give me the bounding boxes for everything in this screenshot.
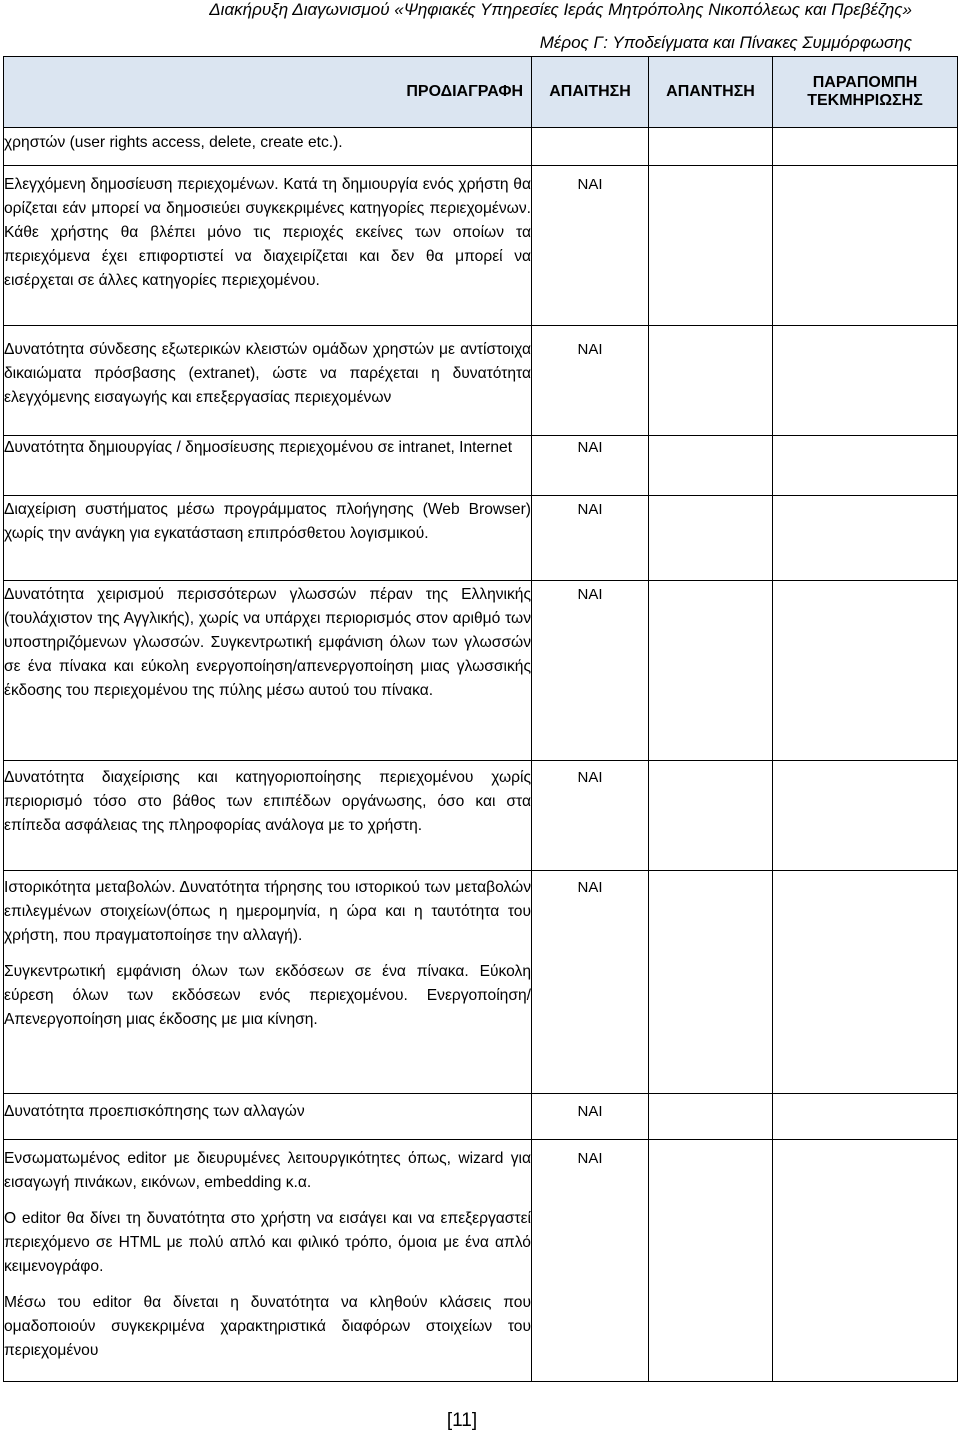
reference-cell [773,761,958,871]
page-number: [11] [446,1410,478,1431]
spec-text: Δυνατότητα σύνδεσης εξωτερικών κλειστών ομάδων χρηστών με αντίστοιχα δικαιώματα πρόσβασης (extranet), ώστε να παρέχεται η δυνατότητα ελεγχόμενης εισαγωγής και επεξεργασίας περιεχομένων [4,341,531,406]
table-row [4,871,958,1094]
spec-cell [4,166,532,326]
spec-text: Συγκεντρωτική εμφάνιση όλων των εκδόσεων σε ένα πίνακα. Εύκολη εύρεση όλων των εκδόσεων ενός περιεχομένου. Ενεργοποίηση/Απενεργοποίηση μιας έκδοσης με μια κίνηση. [4,963,531,1028]
table-row [4,581,958,761]
column-header-answer: ΑΠΑΝΤΗΣΗ [649,57,773,128]
spec-text: Δυνατότητα δημιουργίας / δημοσίευσης περιεχομένου σε intranet, Internet [4,439,513,456]
answer-cell [649,871,773,1094]
requirement-value: ΝΑΙ [577,1150,603,1167]
reference-cell [773,871,958,1094]
requirement-cell [532,128,649,166]
table-row [4,1094,958,1140]
spec-cell [4,436,532,496]
table-row [4,761,958,871]
reference-cell [773,326,958,436]
spec-cell [4,1140,532,1382]
requirement-cell [532,496,649,581]
reference-cell [773,1140,958,1382]
requirement-cell [532,1094,649,1140]
column-header-requirement: ΑΠΑΙΤΗΣΗ [532,57,649,128]
spec-text: Ιστορικότητα μεταβολών. Δυνατότητα τήρησης του ιστορικού των μεταβολών επιλεγμένων στοιχείων(όπως η ημερομηνία, η ώρα και η ταυτότητα του χρήστη, που πραγματοποίησε την αλλαγή). [4,879,531,944]
table-header-row [4,57,958,128]
spec-text: Ενσωματωμένος editor με διευρυμένες λειτουργικότητες όπως, wizard για εισαγωγή πινάκων, εικόνων, embedding κ.α. [4,1150,531,1191]
answer-cell [649,128,773,166]
requirement-cell [532,436,649,496]
spec-cell [4,761,532,871]
requirement-value: ΝΑΙ [577,501,603,518]
compliance-table [3,56,958,1382]
spec-cell [4,1094,532,1140]
spec-text: χρηστών (user rights access, delete, create etc.). [4,134,343,151]
requirement-value: ΝΑΙ [577,176,603,193]
spec-text: Δυνατότητα προεπισκόπησης των αλλαγών [4,1103,305,1120]
requirement-value: ΝΑΙ [577,1103,603,1120]
spec-cell [4,581,532,761]
requirement-cell [532,871,649,1094]
spec-cell [4,871,532,1094]
answer-cell [649,496,773,581]
table-row [4,128,958,166]
reference-cell [773,1094,958,1140]
answer-cell [649,581,773,761]
answer-cell [649,166,773,326]
answer-cell [649,761,773,871]
table-row [4,326,958,436]
column-header-spec: ΠΡΟΔΙΑΓΡΑΦΗ [4,57,532,128]
spec-cell [4,128,532,166]
spec-text: Μέσω του editor θα δίνεται η δυνατότητα να κληθούν κλάσεις που ομαδοποιούν συγκεκριμένα χαρακτηριστικά διαφόρων στοιχείων του περιεχομένου [4,1294,531,1359]
requirement-cell [532,581,649,761]
answer-cell [649,1140,773,1382]
table-row [4,166,958,326]
table-row [4,1140,958,1382]
requirement-cell [532,1140,649,1382]
spec-cell [4,496,532,581]
spec-text: Δυνατότητα χειρισμού περισσότερων γλωσσών πέραν της Ελληνικής (τουλάχιστον της Αγγλικής), χωρίς να υπάρχει περιορισμός στον αριθμό των υποστηριζόμενων γλωσσών. Συγκεντρωτική εμφάνιση όλων των γλωσσών σε ένα πίνακα και εύκολη ενεργοποίηση/απενεργοποίηση μιας γλωσσικής έκδοσης του περιεχομένου της πύλης μέσω αυτού του πίνακα. [4,586,531,699]
reference-cell [773,496,958,581]
requirement-value: ΝΑΙ [577,341,603,358]
answer-cell [649,436,773,496]
reference-cell [773,128,958,166]
requirement-value: ΝΑΙ [577,769,603,786]
reference-cell [773,581,958,761]
spec-text: Δυνατότητα διαχείρισης και κατηγοριοποίησης περιεχομένου χωρίς περιορισμό τόσο στο βάθος των επιπέδων οργάνωσης, όσο και στα επίπεδα ασφάλειας της πληροφορίας ανάλογα με το χρήστη. [4,769,531,834]
spec-text: Διαχείριση συστήματος μέσω προγράμματος πλοήγησης (Web Browser) χωρίς την ανάγκη για εγκατάσταση επιπρόσθετου λογισμικού. [4,501,531,542]
answer-cell [649,326,773,436]
requirement-cell [532,166,649,326]
document-header-title: Διακήρυξη Διαγωνισμού «Ψηφιακές Υπηρεσίες Ιεράς Μητρόπολης Νικοπόλεως και Πρεβέζης» [209,0,912,19]
requirement-cell [532,326,649,436]
table-row [4,436,958,496]
requirement-cell [532,761,649,871]
reference-cell [773,436,958,496]
requirement-value: ΝΑΙ [577,439,603,456]
spec-text: Ο editor θα δίνει τη δυνατότητα στο χρήστη να εισάγει και να επεξεργαστεί περιεχόμενο σε HTML με πολύ απλό και φιλικό τρόπο, όμοια με ένα απλό κειμενογράφο. [4,1210,531,1275]
spec-cell [4,326,532,436]
column-header-reference: ΠΑΡΑΠΟΜΠΗ ΤΕΚΜΗΡΙΩΣΗΣ [773,57,958,128]
requirement-value: ΝΑΙ [577,879,603,896]
requirement-value: ΝΑΙ [577,586,603,603]
spec-text: Ελεγχόμενη δημοσίευση περιεχομένων. Κατά τη δημιουργία ενός χρήστη θα ορίζεται εάν μπορεί να δημοσιεύει συγκεκριμένες κατηγορίες περιεχομένων. Κάθε χρήστης θα βλέπει μόνο τις περιοχές εκείνες των οποίων τα περιεχόμενα έχει επιφορτιστεί να διαχειρίζεται και δεν θα μπορεί να εισέρχεται σε άλλες κατηγορίες περιεχομένου. [4,176,531,289]
document-header-section: Μέρος Γ: Υποδείγματα και Πίνακες Συμμόρφωσης [539,33,912,52]
answer-cell [649,1094,773,1140]
table-row [4,496,958,581]
reference-cell [773,166,958,326]
